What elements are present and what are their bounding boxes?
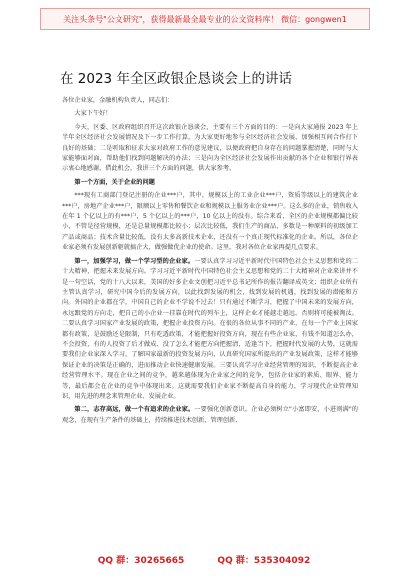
- section-heading-1: 第一个方面，关于企业的问题: [74, 178, 155, 186]
- section2-lead: 第二，志存高远，做一个有追求的企业家。: [74, 406, 195, 414]
- document-title: 在 2023 年全区政银企恳谈会上的讲话: [60, 71, 292, 87]
- section1-paragraph-1: ***现有工商部门登记注册的企业***户，其中，规模以上的工业企业***户，资质等级以上的建筑企业***户，房地产企业***户，限额以上零售和餐饮企业和规模以上服务业企业***户。这么多的企业，销售收入在年 1 个亿以上的有***户，5 个亿以上的***户，10 亿以上的没有。综合来看，全区的企业规模都偏比较小，不管是径营规模，还是总量规模都比较小；层次比较低，我们生产的商品，多数是一种原料的初级加工产品或商品；技术含量比较低，没有太多高新技术企业，还没有一个真正现代标准化的企业。所以，各位企业家必须有发展创新驱就搞企大，做强做优企业的使命。这里，我对各位企业家再提几点要求。: [62, 192, 358, 252]
- salutation: 各位企业家，金融机构负责人，同志们：: [62, 97, 174, 104]
- footer-qq-1: QQ 群：30265665: [97, 556, 185, 566]
- section1-paragraph-2-lead: 第一，加强学习，做一个学习型的企业家。: [74, 257, 195, 265]
- document-body: [62, 96, 358, 429]
- promo-banner-text: 关注头条号"公文研究"，获得最新最全最专业的公文资料库！ 微信：gongwen1: [63, 14, 347, 24]
- footer-contacts: [0, 548, 408, 567]
- intro-paragraph: 今天，区委、区政府组织召开这次政银企恳谈会，主要有三个方面的目的：一是向大家通报 2023 年上半年全区经济社会发展情况及下一步工作打算，为大家更好地参与全区经济社会发展、加强相互间合作打下良好的基础；二是听取和征求大家对政府工作的意见建议，以便政府把自身存在的问题掌握清楚，同时与大家能够面对面，帮助他们找到问题解决的办法；三是向为全区经济社会发展作出贡献的各个企业和银行界表示衷心地感谢，借此机会，我讲三个方面的问题，供大家参考。: [62, 123, 358, 173]
- section1-paragraph-2-text: 一要认真学习习近平新时代中国特色社会主义思想和党的二十大精神，把握未来发展方向。学习习近平新时代中国特色社会主义思想和党的二十大精神对企业来讲并不是一句空话，党的十八大以来，美国的好多企业文创把习近平总书记所作的报告翻译成英文；组织企业所有主管认真学习，研究中国今后的发展方向，以此找到发展的机会，找到发展的机遇，找到发展的潜能和方向。外国的企业都在学，中国自己的企业不学说不过去！只有通过不断学习，把握了中国未来的发展方向，永远跟党的方向走，把自己的小企业一挂靠在时代的列车上，这样企业才能越走越远。否则将可能被淘汰。二要认真学习国家产业发展的政策，把握企业投资方向。在很的各位从事不同的产业，在每一个产业上国家都有政策，是鼓励还是限制，只有吃透政策，才能把握好投资方向，现在有些企业家，有钱不知道怎么办，不会投资，有的人投资了后才做成、没了怎么才能把方向把握清，适逢当下，把握时代发展的大势，这就需要我们企业家深入学习，了解国家最新的投资发展方向，认真研究国家所提出的产业发展政策，这样才能够保证企业的决策是正确的，进而推动企业快速健康发展。三要认真学习企业经营管理的知识，不断提高企业经营管理水平。现在企业之间的竞争，越来越体现为企业家之间的竞争，包括企业家的素质、眼界、能力等，最后都会在企业的竞争中体现出来。这就需要我们企业家不断提高自身的能力，学习现代企业管理知识，用先进的理念来管理企业、发展企业。: [62, 257, 358, 400]
- section1-paragraph-2: [62, 257, 358, 403]
- footer-qq-2: QQ 群：535304092: [217, 556, 311, 566]
- section2-text: 一要强化创新意识。企业必须树立"小富即安、小进则满"的观念，在现有生产条件的基础上，持续推进技术创新、管理创新、: [62, 406, 358, 424]
- greeting: 大家下午好！: [74, 110, 112, 118]
- promo-banner: [40, 8, 370, 30]
- section2-paragraph: [62, 405, 358, 426]
